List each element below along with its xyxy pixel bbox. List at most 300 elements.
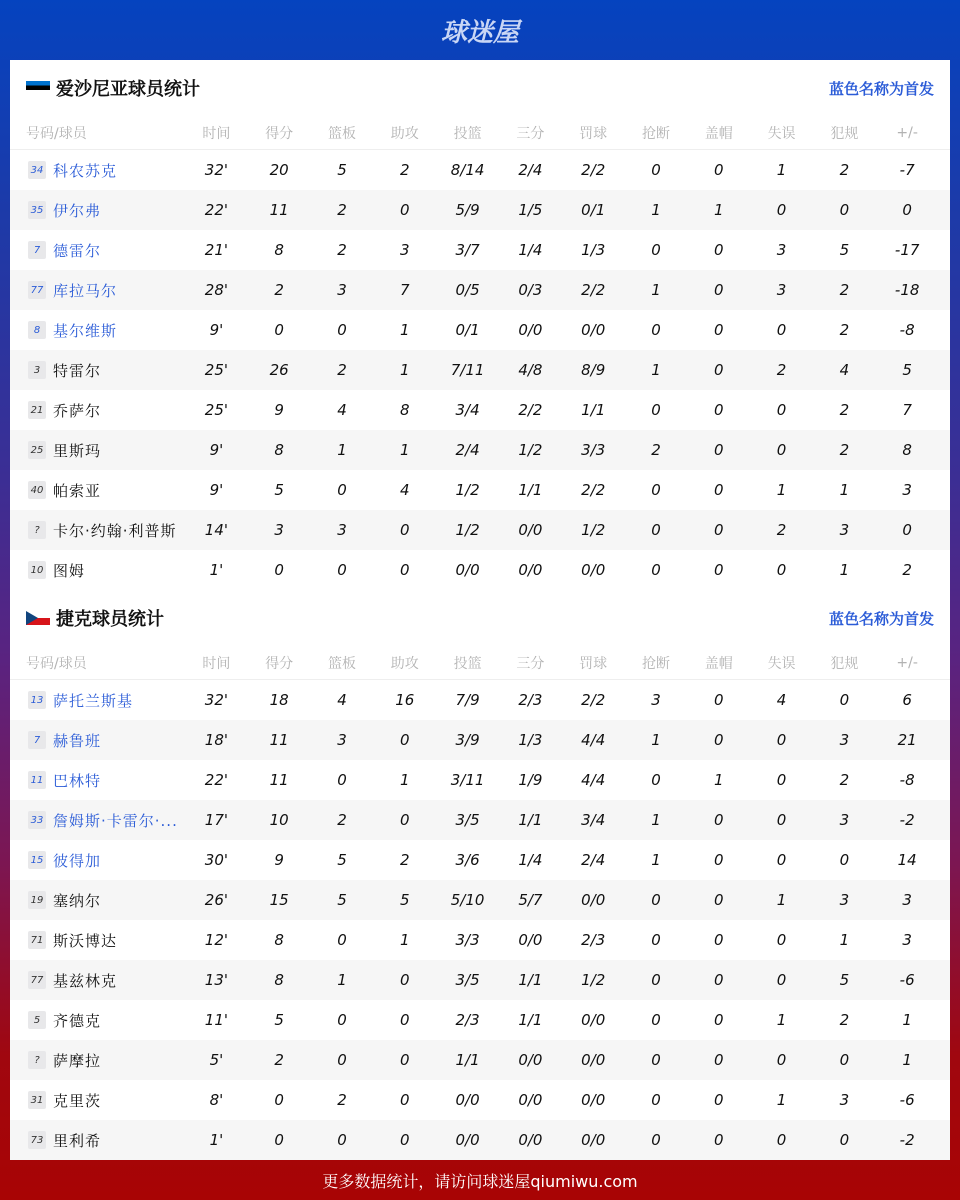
stat-cell: 1	[337, 441, 347, 459]
stat-cell: 1/4	[518, 851, 543, 869]
stat-cell: 0	[651, 1131, 661, 1149]
stat-cell: 1	[651, 851, 661, 869]
stat-cell: 0	[651, 971, 661, 989]
player-cell	[10, 1130, 185, 1151]
player-cell	[10, 320, 185, 341]
stat-cell: 1/2	[455, 521, 480, 539]
player-row[interactable]	[10, 720, 950, 760]
stat-cell: 5	[337, 891, 347, 909]
stat-cell: 0	[400, 201, 410, 219]
stat-cell: 5/9	[455, 201, 480, 219]
section-title	[26, 75, 200, 101]
player-cell	[10, 240, 185, 261]
stat-cell: 21'	[204, 241, 228, 259]
top-bar	[0, 0, 960, 60]
column-header: 助攻	[390, 655, 419, 672]
stats-card	[10, 60, 950, 1160]
stat-cell: 0	[337, 1131, 347, 1149]
player-row[interactable]	[10, 800, 950, 840]
stat-cell: 0	[714, 441, 724, 459]
jersey-number-icon: ?	[28, 1051, 46, 1069]
footer-promo	[0, 1160, 960, 1200]
column-header: 助攻	[390, 125, 419, 142]
stat-cell: 2/4	[581, 851, 606, 869]
player-row[interactable]	[10, 760, 950, 800]
team-stats-title: 爱沙尼亚球员统计	[56, 79, 200, 100]
stat-cell: 1/1	[518, 481, 543, 499]
stat-cell: 0	[839, 1131, 850, 1149]
stat-cell: 0	[839, 201, 850, 219]
stat-cell: 0	[776, 1051, 787, 1069]
player-cell	[10, 970, 185, 991]
player-name[interactable]: 库拉马尔	[53, 281, 118, 300]
stat-cell: 0	[776, 1131, 787, 1149]
stat-cell: 0	[400, 971, 410, 989]
stat-cell: 0	[902, 201, 912, 219]
stat-cell: 1	[776, 1091, 787, 1109]
stat-cell: 0	[714, 401, 724, 419]
stat-cell: 0	[651, 481, 661, 499]
stat-cell: 0	[839, 691, 850, 709]
jersey-number-icon: 19	[28, 891, 46, 909]
stat-cell: 18	[269, 691, 289, 709]
jersey-number-icon: 7	[28, 241, 46, 259]
stat-cell: 5	[337, 851, 347, 869]
stat-cell: 1/4	[518, 241, 543, 259]
player-name[interactable]: 萨摩拉	[53, 1051, 102, 1070]
stat-cell: 1/2	[581, 521, 606, 539]
column-header: +/-	[896, 124, 918, 141]
stat-cell: 3	[337, 281, 347, 299]
stat-cell: 0	[776, 731, 787, 749]
stat-cell: 9'	[209, 441, 224, 459]
stat-cell: 2	[337, 361, 347, 379]
stat-cell: 32'	[204, 161, 228, 179]
stat-cell: 0/0	[581, 891, 606, 909]
stat-cell: 0	[400, 811, 410, 829]
stat-cell: 0	[400, 731, 410, 749]
player-row[interactable]	[10, 920, 950, 960]
player-row[interactable]	[10, 430, 950, 470]
section-header	[10, 590, 950, 646]
stat-cell: 28'	[204, 281, 228, 299]
player-cell	[10, 520, 185, 541]
stat-cell: 0	[274, 561, 284, 579]
stat-cell: 2/2	[581, 281, 606, 299]
stat-cell: 0/0	[581, 1091, 606, 1109]
stat-cell: -6	[899, 971, 915, 989]
stat-cell: 2/3	[518, 691, 543, 709]
stat-cell: 3	[776, 241, 787, 259]
stat-cell: 2/3	[581, 931, 606, 949]
stat-cell: 0	[274, 321, 284, 339]
stat-cell: 8	[274, 971, 284, 989]
site-logo: 球迷屋	[440, 17, 519, 48]
stat-cell: 0	[337, 931, 347, 949]
stat-cell: 3	[839, 891, 850, 909]
stat-cell: 2	[839, 1011, 850, 1029]
player-name[interactable]: 帕索亚	[53, 481, 102, 500]
player-name[interactable]: 赫鲁班	[53, 731, 102, 750]
stat-cell: 9'	[209, 481, 224, 499]
stat-cell: 0	[839, 1051, 850, 1069]
player-cell	[10, 690, 185, 711]
stat-cell: 0	[714, 361, 724, 379]
stat-cell: 0	[337, 561, 347, 579]
stat-cell: 5'	[209, 1051, 224, 1069]
stat-cell: 3/6	[455, 851, 480, 869]
jersey-number-icon: 10	[28, 561, 46, 579]
stat-cell: 25'	[204, 401, 228, 419]
stat-cell: 0/0	[581, 1011, 606, 1029]
stat-cell: 3/5	[455, 811, 480, 829]
stat-cell: 1	[714, 771, 724, 789]
player-name[interactable]: 乔萨尔	[53, 401, 102, 420]
jersey-number-icon: ?	[28, 521, 46, 539]
stat-cell: 1/9	[518, 771, 543, 789]
stat-cell: 1/1	[518, 1011, 543, 1029]
stat-cell: 8	[274, 241, 284, 259]
player-row[interactable]	[10, 550, 950, 590]
stat-cell: 0	[714, 1011, 724, 1029]
stat-cell: 0	[776, 401, 787, 419]
stat-cell: 6	[902, 691, 912, 709]
stat-cell: 8	[274, 441, 284, 459]
stat-cell: 2/2	[518, 401, 543, 419]
player-name[interactable]: 塞纳尔	[53, 891, 102, 910]
stat-cell: 0	[400, 1051, 410, 1069]
player-row[interactable]	[10, 1040, 950, 1080]
stat-cell: 3/9	[455, 731, 480, 749]
table-header	[10, 116, 950, 150]
stat-cell: 0	[274, 1131, 284, 1149]
stat-cell: 0	[714, 521, 724, 539]
stat-cell: 3/11	[450, 771, 485, 789]
stat-cell: 0	[651, 1011, 661, 1029]
stat-cell: 0	[776, 321, 787, 339]
player-row[interactable]	[10, 230, 950, 270]
estonia-flag-icon	[26, 81, 50, 95]
stat-cell: 0	[714, 161, 724, 179]
stat-cell: 2	[337, 1091, 347, 1109]
stat-cell: 3	[902, 481, 912, 499]
stat-cell: 3	[902, 891, 912, 909]
stat-cell: -6	[899, 1091, 915, 1109]
stat-cell: 0	[651, 561, 661, 579]
player-cell	[10, 1050, 185, 1071]
stat-cell: 9	[274, 401, 284, 419]
team-section	[10, 590, 950, 1160]
player-row[interactable]	[10, 880, 950, 920]
stat-cell: 0	[274, 1091, 284, 1109]
player-row[interactable]	[10, 1000, 950, 1040]
starter-legend: 蓝色名称为首发	[828, 609, 934, 628]
stat-cell: 1	[839, 931, 850, 949]
player-cell	[10, 560, 185, 581]
stat-cell: 2	[839, 771, 850, 789]
stat-cell: 32'	[204, 691, 228, 709]
stat-cell: 0	[714, 1131, 724, 1149]
stat-cell: 1	[400, 321, 410, 339]
stat-cell: 0	[776, 201, 787, 219]
stat-cell: 3/4	[581, 811, 606, 829]
stat-cell: 4/8	[518, 361, 543, 379]
stat-cell: 11'	[204, 1011, 228, 1029]
stat-cell: 1	[400, 771, 410, 789]
stat-cell: 0/0	[518, 931, 543, 949]
stat-cell: 5	[274, 481, 284, 499]
player-name[interactable]: 伊尔弗	[53, 201, 102, 220]
jersey-number-icon: 73	[28, 1131, 46, 1149]
stat-cell: 0	[714, 321, 724, 339]
player-row[interactable]	[10, 1080, 950, 1120]
stat-cell: 3	[400, 241, 410, 259]
player-cell	[10, 930, 185, 951]
stat-cell: 0/0	[581, 561, 606, 579]
player-row[interactable]	[10, 680, 950, 720]
stat-cell: 0	[337, 771, 347, 789]
jersey-number-icon: 77	[28, 971, 46, 989]
stat-cell: 4	[839, 361, 850, 379]
player-row[interactable]	[10, 840, 950, 880]
stat-cell: 3	[839, 521, 850, 539]
jersey-number-icon: 7	[28, 731, 46, 749]
stat-cell: 0	[337, 1011, 347, 1029]
player-row[interactable]	[10, 470, 950, 510]
section-title	[26, 605, 164, 631]
column-header: 盖帽	[704, 655, 733, 672]
player-name[interactable]: 基兹林克	[53, 971, 118, 990]
stat-cell: 3/7	[455, 241, 480, 259]
stat-cell: 11	[269, 731, 289, 749]
column-header: 犯规	[830, 655, 859, 672]
stat-cell: 0	[337, 321, 347, 339]
stat-cell: 5	[337, 161, 347, 179]
stat-cell: 0	[651, 161, 661, 179]
player-name[interactable]: 里利希	[53, 1131, 102, 1150]
player-cell	[10, 730, 185, 751]
stat-cell: 7/11	[450, 361, 485, 379]
stat-cell: 2	[839, 441, 850, 459]
stat-cell: 4	[337, 401, 347, 419]
table-header	[10, 646, 950, 680]
stat-cell: 0/0	[455, 561, 480, 579]
stat-cell: 0/0	[581, 1131, 606, 1149]
stat-cell: 16	[395, 691, 415, 709]
stat-cell: 7	[902, 401, 912, 419]
stat-cell: 3/4	[455, 401, 480, 419]
stat-cell: 25'	[204, 361, 228, 379]
player-cell	[10, 1010, 185, 1031]
stat-cell: 1	[902, 1011, 912, 1029]
stat-cell: 0	[400, 521, 410, 539]
stat-cell: 0/5	[455, 281, 480, 299]
player-row[interactable]	[10, 960, 950, 1000]
stat-cell: 0	[714, 1091, 724, 1109]
stat-cell: 0/0	[518, 1131, 543, 1149]
stat-cell: 1	[651, 281, 661, 299]
player-name[interactable]: 科农苏克	[53, 161, 118, 180]
stat-cell: 2/4	[518, 161, 543, 179]
stat-cell: 2/2	[581, 481, 606, 499]
stat-cell: 4/4	[581, 731, 606, 749]
stat-cell: 8	[274, 931, 284, 949]
player-row[interactable]	[10, 310, 950, 350]
stat-cell: 5	[400, 891, 410, 909]
stat-cell: 8	[400, 401, 410, 419]
stat-cell: 3	[839, 1091, 850, 1109]
starter-legend: 蓝色名称为首发	[828, 79, 934, 98]
stat-cell: 2	[651, 441, 661, 459]
player-name[interactable]: 萨托兰斯基	[53, 691, 134, 710]
stat-cell: 5	[902, 361, 912, 379]
column-header: 号码/球员	[26, 655, 87, 672]
stat-cell: 0	[714, 811, 724, 829]
stat-cell: 11	[269, 201, 289, 219]
stat-cell: 1	[400, 441, 410, 459]
stat-cell: 2	[776, 361, 787, 379]
stat-cell: 0	[776, 561, 787, 579]
column-header: 得分	[265, 125, 294, 142]
stat-cell: 2/3	[455, 1011, 480, 1029]
player-cell	[10, 890, 185, 911]
stat-cell: 8/9	[581, 361, 606, 379]
column-header: 罚球	[579, 655, 608, 672]
column-header: 犯规	[830, 125, 859, 142]
stat-cell: 0	[776, 971, 787, 989]
stat-cell: 0	[714, 241, 724, 259]
stat-cell: 5	[274, 1011, 284, 1029]
player-row[interactable]	[10, 350, 950, 390]
jersey-number-icon: 3	[28, 361, 46, 379]
stat-cell: 4	[400, 481, 410, 499]
player-name[interactable]: 詹姆斯·卡雷尔·...	[53, 811, 178, 830]
stat-cell: 12'	[204, 931, 228, 949]
stat-cell: 0/0	[581, 321, 606, 339]
stat-cell: 2	[400, 851, 410, 869]
stat-cell: 0	[651, 771, 661, 789]
stat-cell: 0/1	[581, 201, 606, 219]
stat-cell: 1	[776, 161, 787, 179]
stat-cell: -18	[894, 281, 920, 299]
team-section	[10, 60, 950, 590]
section-header	[10, 60, 950, 116]
jersey-number-icon: 13	[28, 691, 46, 709]
stat-cell: 0	[651, 1091, 661, 1109]
player-name[interactable]: 特雷尔	[53, 361, 102, 380]
stat-cell: 1	[651, 731, 661, 749]
stat-cell: 1/2	[455, 481, 480, 499]
player-cell	[10, 360, 185, 381]
player-name[interactable]: 基尔维斯	[53, 321, 118, 340]
stat-cell: -2	[899, 811, 915, 829]
player-name[interactable]: 图姆	[53, 561, 86, 580]
player-row[interactable]	[10, 390, 950, 430]
stat-cell: 1	[839, 561, 850, 579]
column-header: 时间	[202, 655, 231, 672]
stat-cell: -8	[899, 771, 915, 789]
stat-cell: 0/0	[518, 321, 543, 339]
stat-cell: 3	[776, 281, 787, 299]
stat-cell: 0/0	[518, 561, 543, 579]
player-name[interactable]: 克里茨	[53, 1091, 102, 1110]
column-header: 三分	[516, 125, 545, 142]
player-row[interactable]	[10, 270, 950, 310]
stat-cell: 3/3	[455, 931, 480, 949]
stat-cell: 1	[651, 201, 661, 219]
czech-flag-icon	[26, 611, 50, 625]
player-row[interactable]	[10, 190, 950, 230]
player-name[interactable]: 卡尔·约翰·利普斯	[53, 521, 177, 540]
stat-cell: 2/2	[581, 691, 606, 709]
column-header: 号码/球员	[26, 125, 87, 142]
stat-cell: 0/0	[455, 1091, 480, 1109]
stat-cell: 3	[902, 931, 912, 949]
stat-cell: 0	[400, 1131, 410, 1149]
stat-cell: 2	[337, 201, 347, 219]
stat-cell: 26'	[204, 891, 228, 909]
stat-cell: 0	[902, 521, 912, 539]
player-name[interactable]: 斯沃博达	[53, 931, 118, 950]
jersey-number-icon: 71	[28, 931, 46, 949]
stat-cell: 9'	[209, 321, 224, 339]
stat-cell: 0/0	[518, 521, 543, 539]
stat-cell: 0	[651, 1051, 661, 1069]
player-name[interactable]: 巴林特	[53, 771, 102, 790]
player-name[interactable]: 里斯玛	[53, 441, 102, 460]
stat-cell: 0	[714, 691, 724, 709]
stat-cell: 3/5	[455, 971, 480, 989]
stat-cell: 0	[651, 521, 661, 539]
player-name[interactable]: 德雷尔	[53, 241, 102, 260]
player-name[interactable]: 齐德克	[53, 1011, 102, 1030]
player-cell	[10, 850, 185, 871]
stat-cell: 26	[269, 361, 289, 379]
stat-cell: 21	[897, 731, 917, 749]
player-cell	[10, 160, 185, 181]
column-header: 投篮	[453, 655, 482, 672]
player-cell	[10, 480, 185, 501]
stat-cell: 1	[651, 361, 661, 379]
stat-cell: 1	[337, 971, 347, 989]
stat-cell: 0	[651, 401, 661, 419]
stat-cell: 1/5	[518, 201, 543, 219]
stat-cell: 0	[714, 561, 724, 579]
stat-cell: 0/0	[518, 1051, 543, 1069]
stat-cell: 1/3	[518, 731, 543, 749]
player-row[interactable]	[10, 150, 950, 190]
stat-cell: 3	[274, 521, 284, 539]
player-row[interactable]	[10, 510, 950, 550]
stat-cell: 0	[714, 891, 724, 909]
stat-cell: 2	[337, 811, 347, 829]
column-header: 三分	[516, 655, 545, 672]
stat-cell: 3	[651, 691, 661, 709]
jersey-number-icon: 25	[28, 441, 46, 459]
stat-cell: 17'	[204, 811, 228, 829]
stat-cell: 2	[274, 281, 284, 299]
player-name[interactable]: 彼得加	[53, 851, 102, 870]
player-row[interactable]	[10, 1120, 950, 1160]
stat-cell: 0	[714, 281, 724, 299]
stat-cell: 4	[776, 691, 787, 709]
stat-cell: 0	[337, 481, 347, 499]
column-header: 罚球	[579, 125, 608, 142]
stat-cell: 3	[839, 811, 850, 829]
stat-cell: 3	[839, 731, 850, 749]
stat-cell: -2	[899, 1131, 915, 1149]
footer-text: 更多数据统计，请访问球迷屋qiumiwu.com	[322, 1171, 638, 1191]
